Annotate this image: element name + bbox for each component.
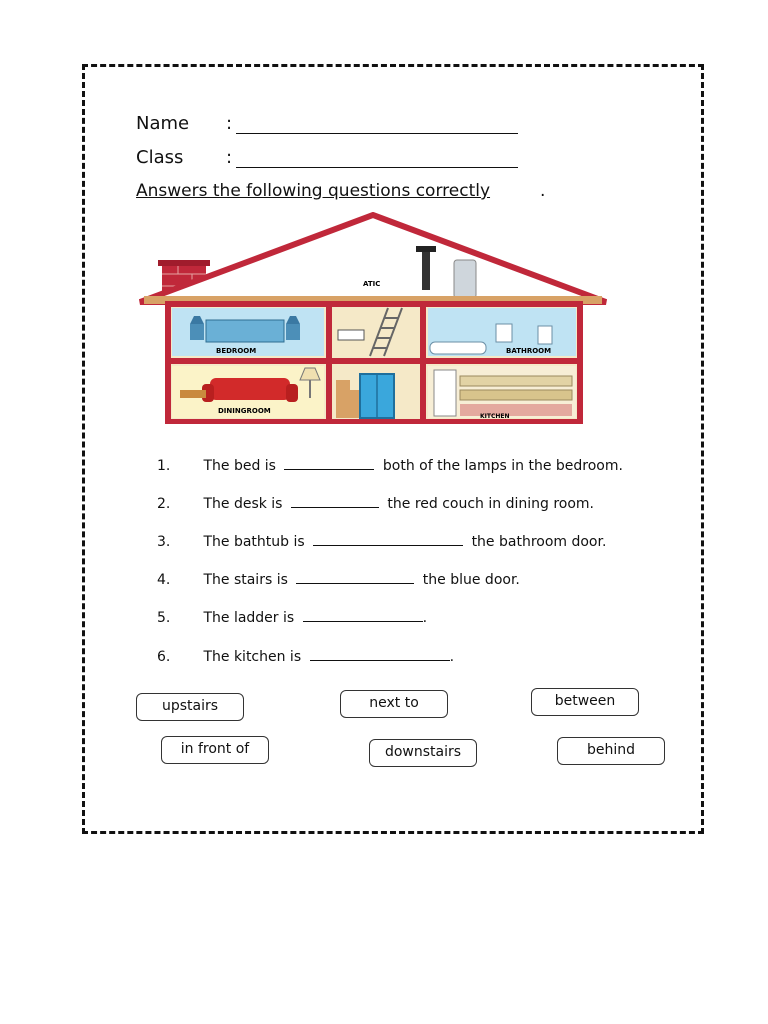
question-number: 4. [157, 572, 171, 588]
question-4 [157, 571, 520, 588]
question-text-after: the blue door. [422, 572, 520, 588]
roof [140, 215, 606, 302]
answer-blank[interactable] [284, 457, 374, 470]
question-text-after: . [449, 649, 455, 665]
kitchen-label: KITCHEN [480, 413, 510, 420]
question-number: 1. [157, 458, 171, 474]
question-text-before: The bed is [203, 458, 276, 474]
name-field[interactable] [136, 113, 233, 134]
question-number: 5. [157, 610, 171, 626]
diningroom-label: DININGROOM [218, 407, 271, 415]
name-label: Name [136, 113, 190, 134]
bathroom-label: BATHROOM [506, 347, 552, 355]
question-6 [157, 648, 454, 665]
question-text-after: . [422, 610, 428, 626]
question-5 [157, 609, 427, 626]
question-number: 3. [157, 534, 171, 550]
question-text-before: The stairs is [203, 572, 288, 588]
red-couch [210, 378, 290, 400]
word-chip-in-front-of[interactable]: in front of [161, 736, 269, 764]
class-colon: : [226, 147, 233, 168]
instruction-period: . [540, 181, 546, 201]
word-chip-upstairs[interactable]: upstairs [136, 693, 244, 721]
class-label: Class [136, 147, 184, 168]
name-colon: : [226, 113, 233, 134]
question-text-after: both of the lamps in the bedroom. [382, 458, 623, 474]
bedroom-label: BEDROOM [216, 347, 257, 355]
word-chip-between[interactable]: between [531, 688, 639, 716]
instruction-text: Answers the following questions correctly [136, 181, 491, 201]
question-text-before: The bathtub is [203, 534, 305, 550]
answer-blank[interactable] [313, 533, 463, 546]
word-chip-behind[interactable]: behind [557, 737, 665, 765]
answer-blank[interactable] [310, 648, 450, 661]
question-text-before: The ladder is [203, 610, 295, 626]
question-number: 6. [157, 649, 171, 665]
word-chip-downstairs[interactable]: downstairs [369, 739, 477, 767]
instruction-heading [136, 181, 490, 201]
class-field[interactable] [136, 147, 233, 168]
question-text-after: the bathroom door. [471, 534, 607, 550]
name-line[interactable] [236, 133, 518, 134]
question-3 [157, 533, 606, 550]
question-2 [157, 495, 594, 512]
question-1 [157, 457, 623, 474]
answer-blank[interactable] [291, 495, 379, 508]
question-text-after: the red couch in dining room. [387, 496, 594, 512]
question-text-before: The kitchen is [203, 649, 302, 665]
class-line[interactable] [236, 167, 518, 168]
attic-label: ATIC [363, 280, 381, 288]
answer-blank[interactable] [303, 609, 423, 622]
house-illustration [138, 212, 608, 424]
word-chip-next-to[interactable]: next to [340, 690, 448, 718]
question-text-before: The desk is [203, 496, 283, 512]
question-number: 2. [157, 496, 171, 512]
answer-blank[interactable] [296, 571, 414, 584]
